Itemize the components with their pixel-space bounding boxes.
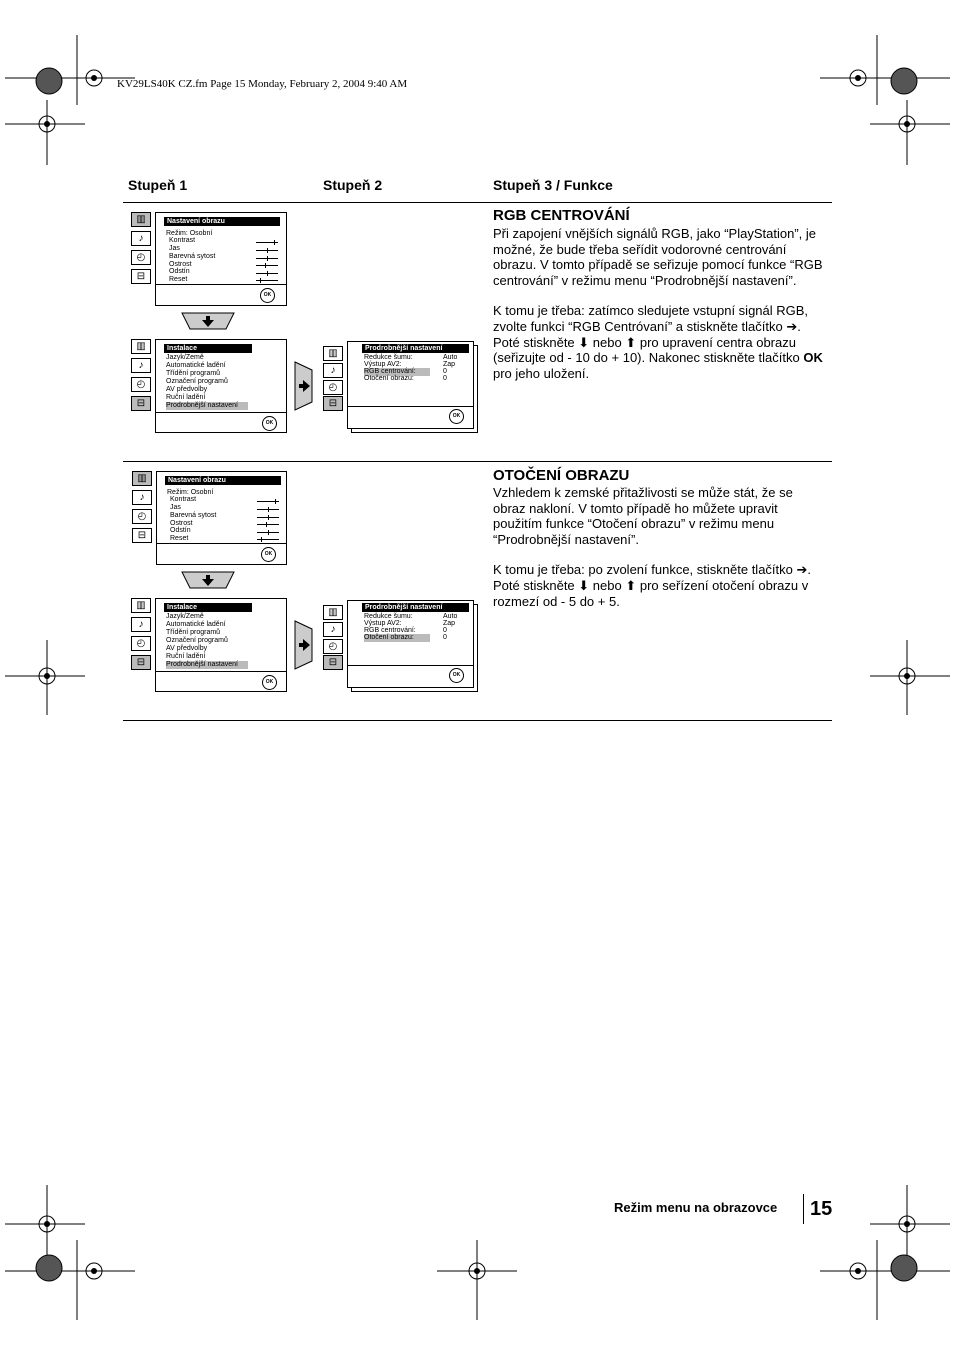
menu-value: 0 [443,368,447,375]
down-arrow-button-icon [180,310,236,332]
ok-button-icon[interactable]: OK [261,547,276,562]
right-arrow-button-icon [292,360,316,412]
section1-para1: Při zapojení vnějších signálů RGB, jako “PlayStation”, je možné, že bude třeba seřídit vodorovné centrování obrazu. V tomto případě se seřizuje pomocí funkce “RGB centrování” v režimu menu “Prodrobnější nastavení”. [493,226,823,288]
file-info-header: KV29LS40K CZ.fm Page 15 Monday, February 2, 2004 9:40 AM [117,78,408,90]
timer-icon[interactable]: ◴ [323,639,343,654]
menu-item[interactable]: Barevná sytost [170,512,217,519]
ok-button-icon[interactable]: OK [449,409,464,424]
picture-icon[interactable]: ▥ [323,605,343,620]
slider[interactable] [256,265,278,266]
menu-item[interactable]: Automatické ladění [166,362,226,369]
menu-mode: Režim: Osobní [167,489,214,496]
menu-item[interactable]: Ostrost [169,261,192,268]
slider[interactable] [257,532,279,533]
right-arrow-icon: ➔ [796,562,808,578]
install-menu [155,339,287,433]
ok-button-icon[interactable]: OK [260,288,275,303]
menu-item-selected[interactable]: RGB centrování: [364,368,430,376]
picture-icon[interactable]: ▥ [132,471,152,486]
footer-section: Režim menu na obrazovce [614,1200,778,1215]
menu-item-selected[interactable]: Otočení obrazu: [364,634,430,642]
menu-title: Nastavení obrazu [165,476,281,485]
timer-icon[interactable]: ◴ [323,380,343,395]
column-step2: Stupeň 2 [323,177,383,193]
section2-title: OTOČENÍ OBRAZU [493,467,630,484]
install-icon[interactable]: ⊟ [132,528,152,543]
up-arrow-icon: ⬆ [625,577,637,593]
menu-value: Zap [443,620,456,627]
advanced-menu [347,341,474,429]
menu-item[interactable]: Výstup AV2: [364,361,402,368]
footer-divider [803,1194,804,1224]
timer-icon[interactable]: ◴ [131,250,151,265]
up-arrow-icon: ⬆ [625,334,637,350]
menu-title: Nastavení obrazu [164,217,280,226]
install-icon[interactable]: ⊟ [131,269,151,284]
menu-item[interactable]: Jazyk/Země [166,354,204,361]
menu-item[interactable]: AV předvolby [166,386,208,393]
slider[interactable] [257,517,279,518]
menu-item[interactable]: Třídění programů [166,370,221,377]
ok-button-icon[interactable]: OK [262,416,277,431]
menu-item[interactable]: Ruční ladění [166,394,206,401]
menu-item[interactable]: Ruční ladění [166,653,206,660]
menu-value: Auto [443,354,458,361]
slider[interactable] [256,273,278,274]
picture-icon[interactable]: ▥ [131,212,151,227]
menu-item[interactable]: Ostrost [170,520,193,527]
install-icon[interactable]: ⊟ [323,396,343,411]
picture-menu [155,212,287,306]
section1-para2: K tomu je třeba: zatímco sledujete vstupní signál RGB, zvolte funkci “RGB Centróvaní” a stiskněte tlačítko ➔. Poté stiskněte ⬇ nebo ⬆ pro upravení centra obrazu (seřizujte od - 10 do + 10). Nakonec stiskněte tlačítko OK pro jeho uložení. [493,303,823,381]
column-step3: Stupeň 3 / Funkce [493,177,613,193]
menu-title: Prodrobnější nastavení [362,344,469,353]
slider[interactable] [256,258,278,259]
slider[interactable] [256,250,278,251]
menu-item[interactable]: Kontrast [169,237,196,244]
menu-item[interactable]: Barevná sytost [169,253,216,260]
timer-icon[interactable]: ◴ [131,636,151,651]
ok-button-icon[interactable]: OK [449,668,464,683]
picture-icon[interactable]: ▥ [131,339,151,354]
slider[interactable] [257,509,279,510]
menu-mode: Režim: Osobní [166,230,213,237]
menu-item[interactable]: Kontrast [170,496,197,503]
picture-icon[interactable]: ▥ [323,346,343,361]
slider[interactable] [256,280,278,281]
section2-para1: Vzhledem k zemské přitažlivosti se může stát, že se obraz nakloní. V tomto případě ho můžete upravit použitím funkce “Otočení obrazu” v režimu menu “Prodrobnější nastavení”. [493,485,793,547]
down-arrow-icon: ⬇ [578,577,590,593]
ok-button-icon[interactable]: OK [262,675,277,690]
menu-item[interactable]: Jas [170,504,181,511]
menu-title: Prodrobnější nastavení [362,603,469,612]
menu-item[interactable]: Označení programů [166,378,228,385]
down-arrow-button-icon [180,569,236,591]
menu-item[interactable]: RGB centrování: [364,627,416,634]
section1-text [493,226,828,396]
menu-value: 0 [443,627,447,634]
menu-title: Instalace [164,603,252,612]
section1-title: RGB CENTROVÁNÍ [493,207,630,224]
menu-item[interactable]: Jas [169,245,180,252]
menu-value: Auto [443,613,458,620]
right-arrow-icon: ➔ [786,318,798,334]
menu-item[interactable]: Otočení obrazu: [364,375,414,382]
timer-icon[interactable]: ◴ [132,509,152,524]
menu-item-selected[interactable]: Prodrobnější nastavení [166,661,248,669]
slider[interactable] [257,501,279,502]
menu-title: Instalace [164,344,252,353]
menu-item[interactable]: Odstín [169,268,190,275]
timer-icon[interactable]: ◴ [131,377,151,392]
slider[interactable] [256,242,278,243]
menu-item[interactable]: Odstín [170,527,191,534]
down-arrow-icon: ⬇ [578,334,590,350]
install-icon[interactable]: ⊟ [323,655,343,670]
sound-icon[interactable]: ♪ [131,358,151,373]
sound-icon[interactable]: ♪ [323,363,343,378]
picture-menu [156,471,287,565]
menu-item[interactable]: Výstup AV2: [364,620,402,627]
install-menu [155,598,287,692]
menu-item[interactable]: Redukce šumu: [364,613,413,620]
column-step1: Stupeň 1 [128,177,188,193]
sound-icon[interactable]: ♪ [132,490,152,505]
menu-item[interactable]: Třídění programů [166,629,221,636]
menu-value: 0 [443,375,447,382]
menu-item[interactable]: Automatické ladění [166,621,226,628]
menu-item[interactable]: Reset [170,535,189,542]
slider[interactable] [257,524,279,525]
page-number: 15 [810,1198,833,1220]
sound-icon[interactable]: ♪ [131,617,151,632]
sound-icon[interactable]: ♪ [131,231,151,246]
menu-item[interactable]: AV předvolby [166,645,208,652]
install-icon[interactable]: ⊟ [131,655,151,670]
section2-text [493,485,828,624]
menu-value: 0 [443,634,447,641]
rule-middle [123,461,832,462]
menu-item[interactable]: Redukce šumu: [364,354,413,361]
sound-icon[interactable]: ♪ [323,622,343,637]
rule-top [123,202,832,203]
menu-item-selected[interactable]: Prodrobnější nastavení [166,402,248,410]
advanced-menu [347,600,474,688]
rule-bottom [123,720,832,721]
section2-para2: K tomu je třeba: po zvolení funkce, stiskněte tlačítko ➔. Poté stiskněte ⬇ nebo ⬆ pro seřízení otočení obrazu v rozmezí od - 5 do + 5. [493,562,812,609]
menu-item[interactable]: Jazyk/Země [166,613,204,620]
picture-icon[interactable]: ▥ [131,598,151,613]
menu-item[interactable]: Reset [169,276,188,283]
right-arrow-button-icon [292,619,316,671]
menu-item[interactable]: Označení programů [166,637,228,644]
menu-value: Zap [443,361,456,368]
slider[interactable] [257,539,279,540]
install-icon[interactable]: ⊟ [131,396,151,411]
